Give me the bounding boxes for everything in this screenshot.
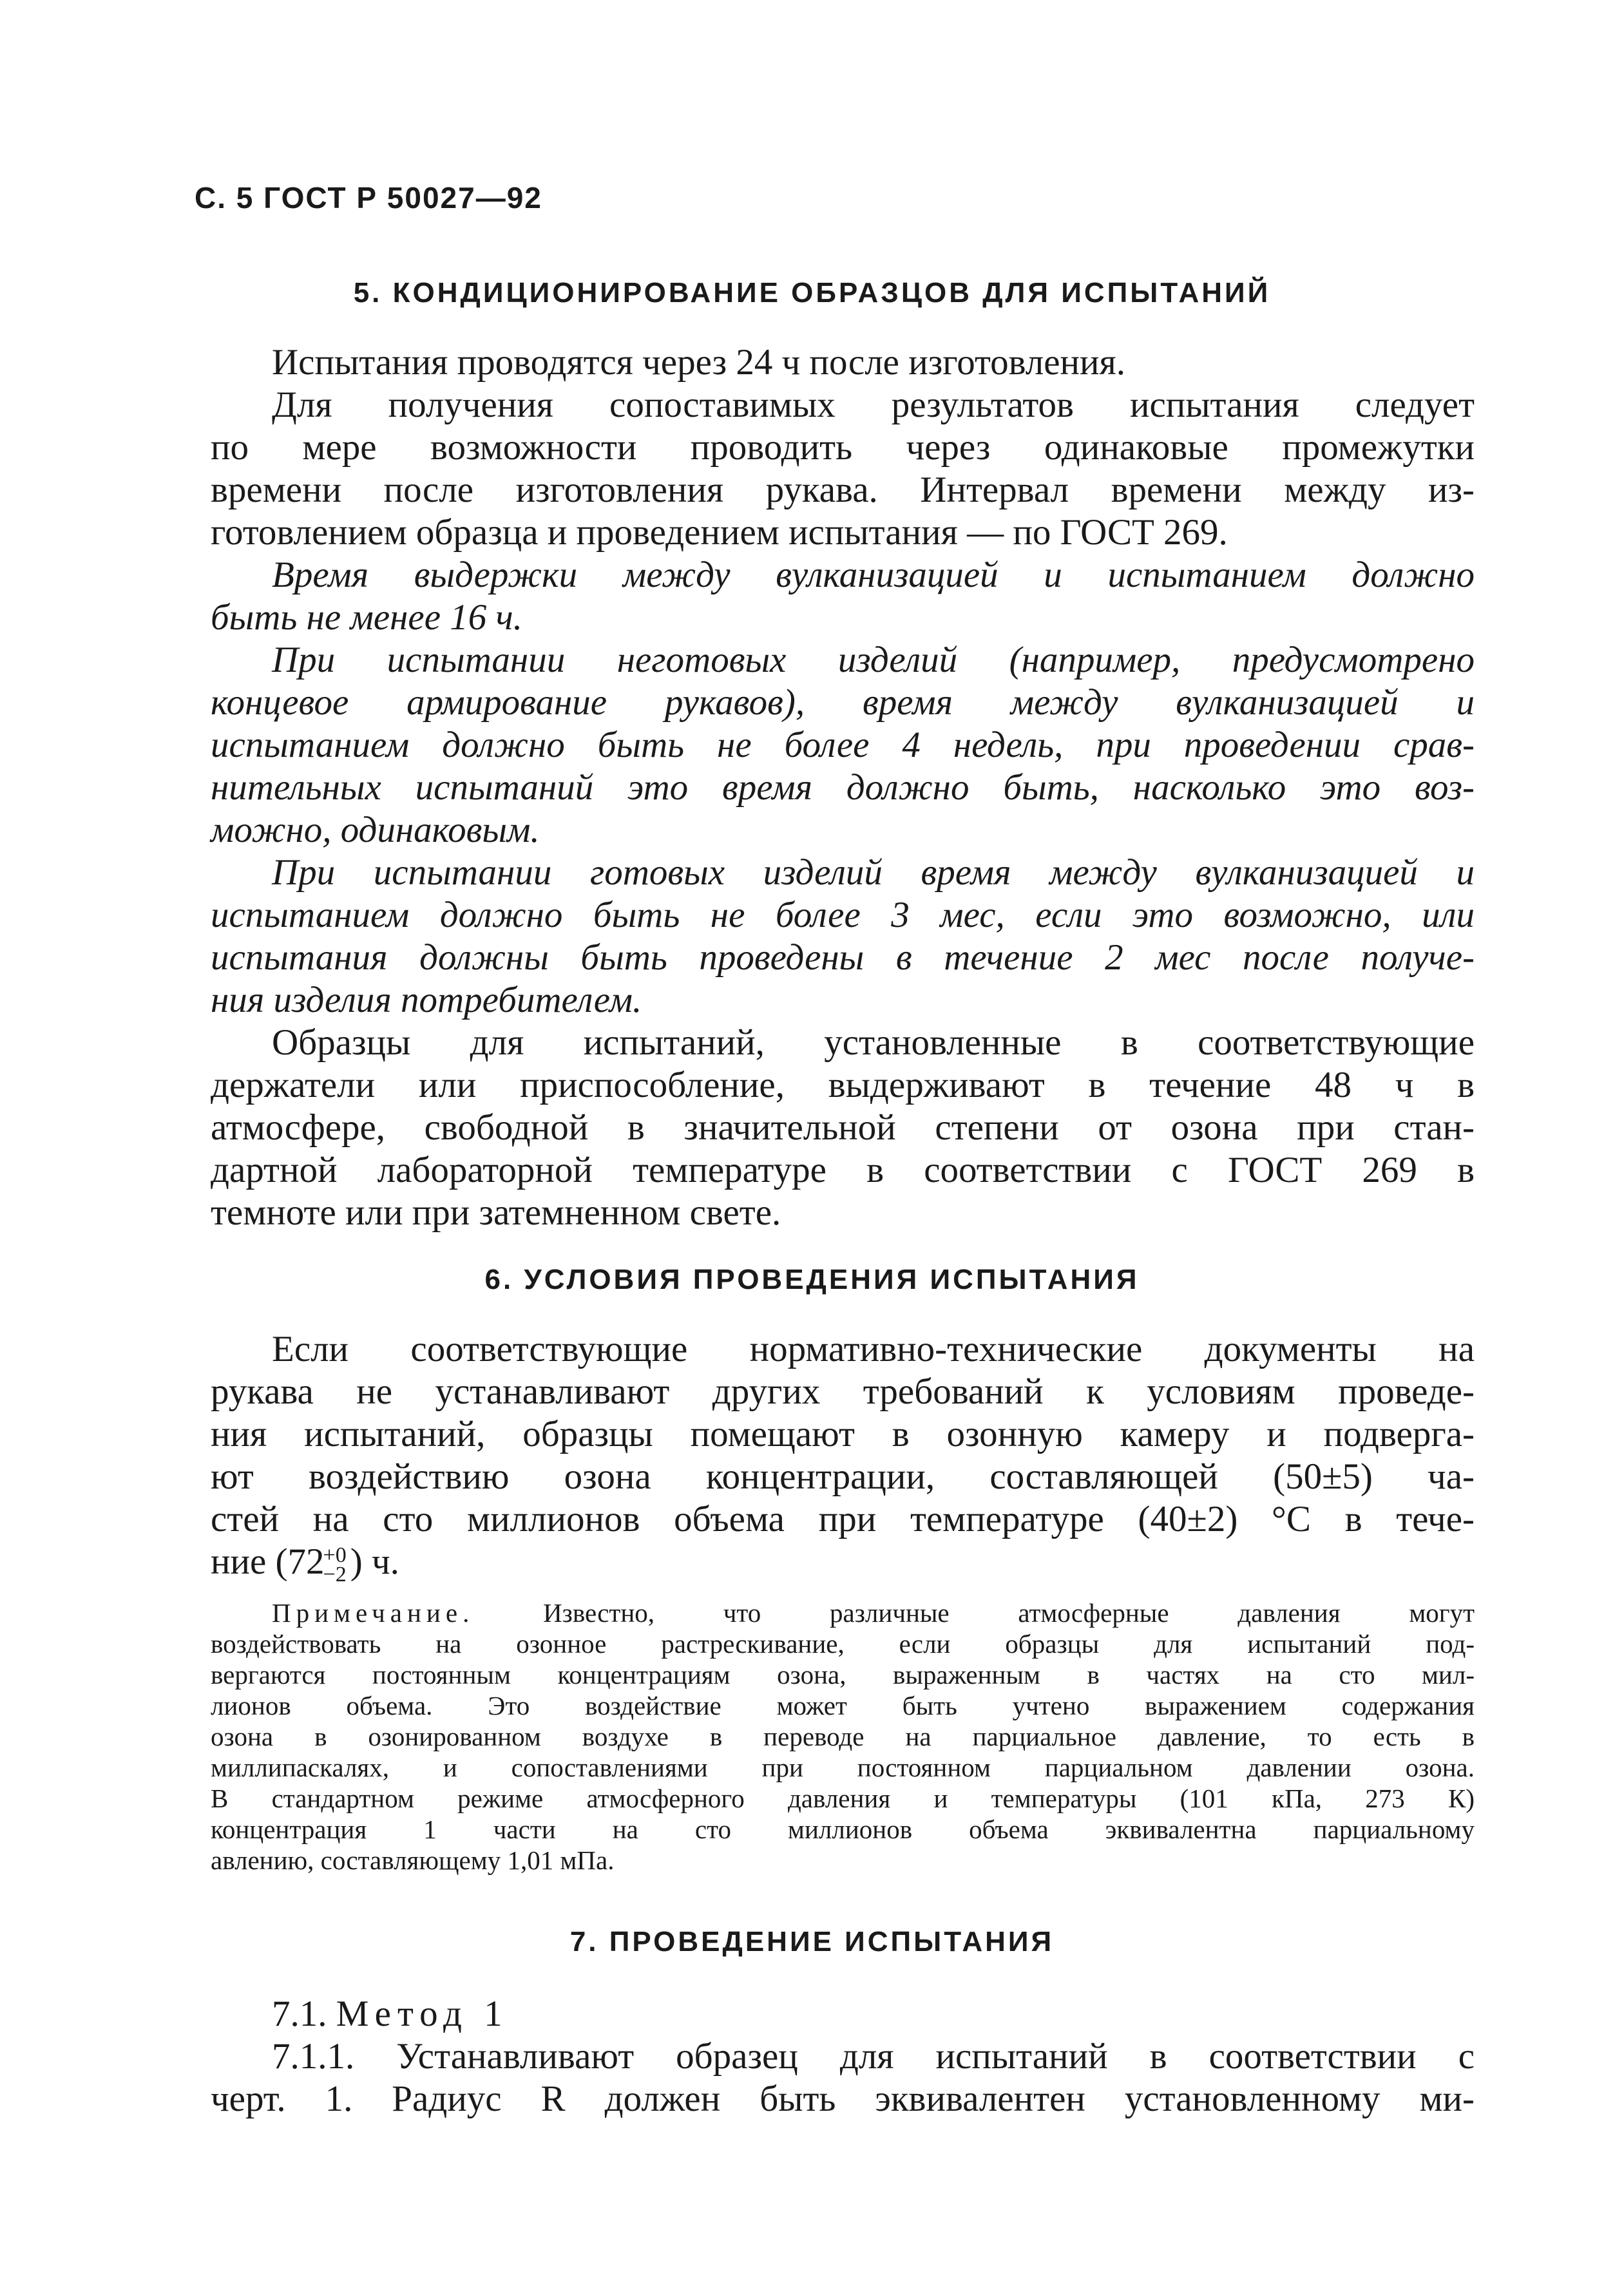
paragraph-line: времени после изготовления рукава. Интервал времени между из- <box>211 470 1475 510</box>
paragraph-line: При испытании неготовых изделий (например, предусмотрено <box>272 640 1475 680</box>
note-line: озона в озонированном воздухе в переводе на парциальное давление, то есть в <box>211 1722 1475 1751</box>
note-first-line <box>272 1597 1475 1628</box>
paragraph-line-with-tolerance <box>211 1541 1475 1585</box>
note-first-line-text: Известно, что различные атмосферные давления могут <box>543 1598 1475 1628</box>
note-line: миллипаскалях, и сопоставлениями при постоянном парциальном давлении озона. <box>211 1753 1475 1782</box>
paragraph-line: дартной лабораторной температуре в соответствии с ГОСТ 269 в <box>211 1150 1475 1190</box>
note-line: авлению, составляющему 1,01 мПа. <box>211 1845 615 1875</box>
note-line: воздействовать на озонное растрескивание, если образцы для испытаний под- <box>211 1629 1475 1659</box>
paragraph-line: держатели или приспособление, выдерживают в течение 48 ч в <box>211 1065 1475 1105</box>
paragraph-line: готовлением образца и проведением испытания — по ГОСТ 269. <box>211 512 1228 553</box>
paragraph-line: темноте или при затемненном свете. <box>211 1192 781 1233</box>
method-number: 7.1. <box>272 1994 327 2034</box>
paragraph-line: При испытании готовых изделий время между вулканизацией и <box>272 852 1475 893</box>
tolerance-upper: +0 <box>323 1543 347 1567</box>
paragraph-line: Для получения сопоставимых результатов испытания следует <box>272 385 1475 425</box>
paragraph-line: Испытания проводятся через 24 ч после изготовления. <box>272 342 1125 383</box>
paragraph-line: черт. 1. Радиус R должен быть эквивалентен установленному ми- <box>211 2079 1475 2119</box>
paragraph-line: нительных испытаний это время должно быть, насколько это воз- <box>211 767 1475 808</box>
note-line: лионов объема. Это воздействие может быть учтено выражением содержания <box>211 1691 1475 1720</box>
tolerance-fraction <box>323 1543 347 1586</box>
tolerance-suffix: ) ч. <box>350 1541 399 1582</box>
paragraph-line: ют воздействию озона концентрации, составляющей (50±5) ча- <box>211 1456 1475 1497</box>
paragraph-line: Время выдержки между вулканизацией и испытанием должно <box>272 555 1475 595</box>
page-header: С. 5 ГОСТ Р 50027—92 <box>195 181 542 214</box>
paragraph-line: испытания должны быть проведены в течение 2 мес после получе- <box>211 937 1475 978</box>
section-7-heading: 7. ПРОВЕДЕНИЕ ИСПЫТАНИЯ <box>569 1926 1055 1957</box>
section-5-heading: 5. КОНДИЦИОНИРОВАНИЕ ОБРАЗЦОВ ДЛЯ ИСПЫТАНИЙ <box>353 277 1271 309</box>
paragraph-line: концевое армирование рукавов), время между вулканизацией и <box>211 682 1475 723</box>
paragraph-line: 7.1.1. Устанавливают образец для испытаний в соответствии с <box>272 2036 1475 2077</box>
paragraph-line: испытанием должно быть не более 3 мес, если это возможно, или <box>211 895 1475 935</box>
paragraph-line: испытанием должно быть не более 4 недель, при проведении срав- <box>211 725 1475 765</box>
paragraph-line: по мере возможности проводить через одинаковые промежутки <box>211 427 1475 468</box>
paragraph-line: ния изделия потребителем. <box>211 980 642 1020</box>
method-heading <box>272 1993 1475 2035</box>
paragraph-line: атмосфере, свободной в значительной степени от озона при стан- <box>211 1107 1475 1148</box>
paragraph-line: можно, одинаковым. <box>211 810 540 850</box>
paragraph-line: ния испытаний, образцы помещают в озонную камеру и подверга- <box>211 1414 1475 1454</box>
tolerance-prefix: ние (72 <box>211 1541 325 1582</box>
paragraph-line: Образцы для испытаний, установленные в соответствующие <box>272 1022 1475 1063</box>
paragraph-line: Если соответствующие нормативно-технические документы на <box>272 1329 1475 1369</box>
note-line: вергаются постоянным концентрациям озона, выраженным в частях на сто мил- <box>211 1660 1475 1690</box>
note-label: Примечание. <box>272 1598 475 1628</box>
tolerance-lower: −2 <box>323 1562 347 1586</box>
note-line: В стандартном режиме атмосферного давления и температуры (101 кПа, 273 К) <box>211 1784 1475 1813</box>
paragraph-line: стей на сто миллионов объема при температуре (40±2) °С в тече- <box>211 1499 1475 1539</box>
note-line: концентрация 1 части на сто миллионов объема эквивалентна парциальному <box>211 1814 1475 1844</box>
paragraph-line: быть не менее 16 ч. <box>211 597 522 638</box>
paragraph-line: рукава не устанавливают других требований к условиям проведе- <box>211 1371 1475 1412</box>
section-6-heading: 6. УСЛОВИЯ ПРОВЕДЕНИЯ ИСПЫТАНИЯ <box>484 1264 1140 1295</box>
method-label: Метод 1 <box>336 1994 509 2034</box>
